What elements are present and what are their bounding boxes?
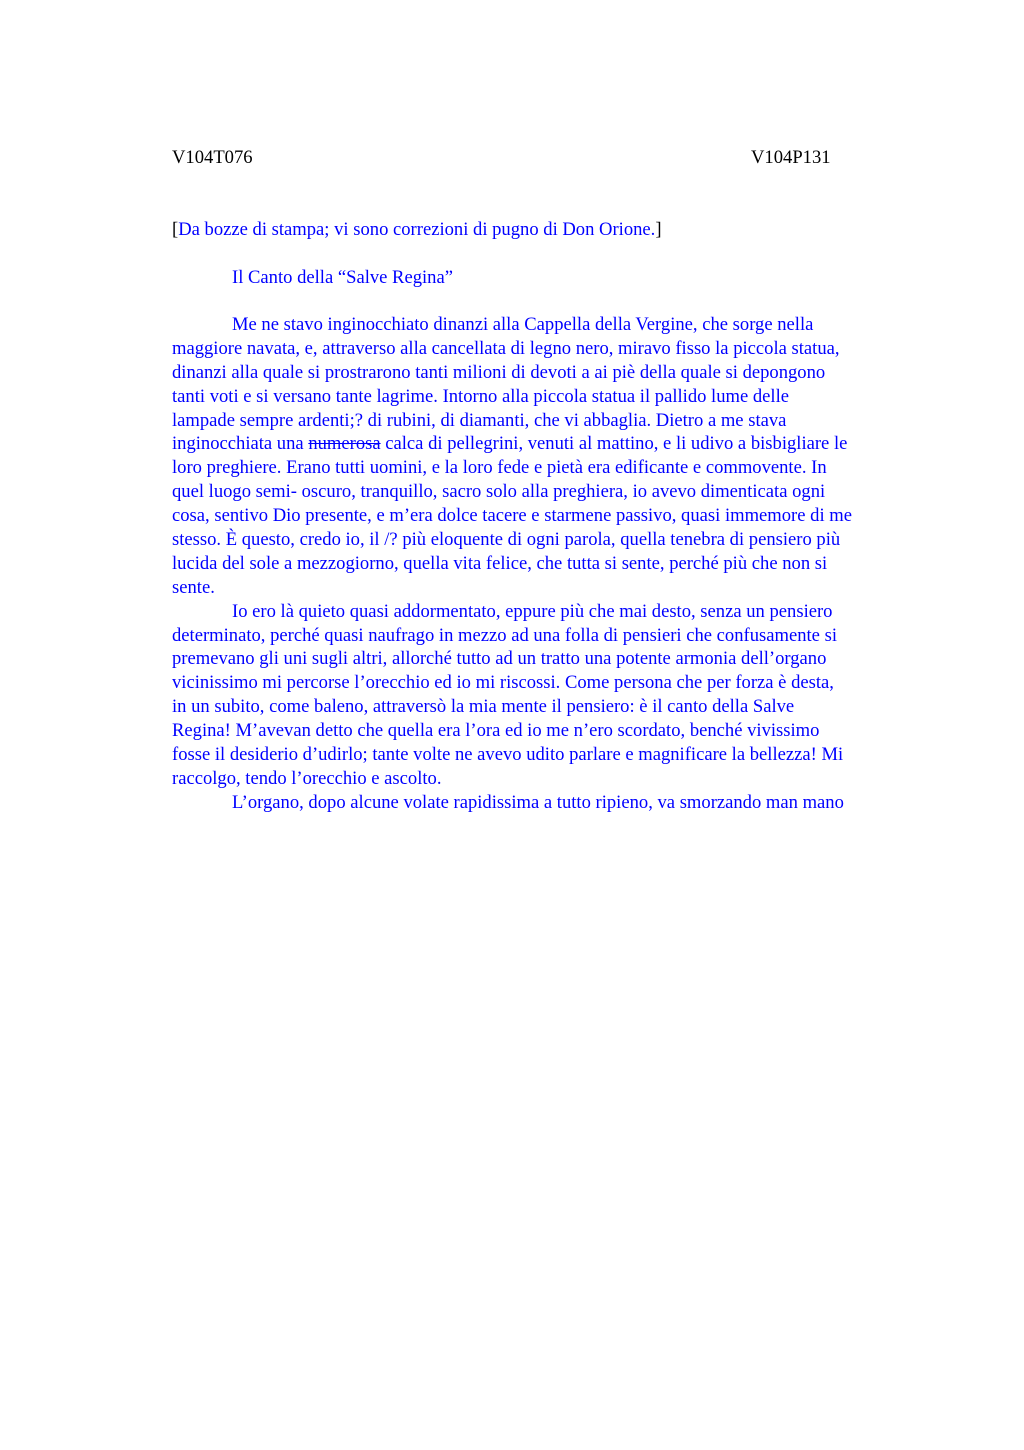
body-line: cosa, sentivo Dio presente, e m’era dolce tacere e starmene passivo, quasi immemore di me [172,505,852,527]
body-line: L’organo, dopo alcune volate rapidissima a tutto ripieno, va smorzando man mano [232,791,844,813]
document-code-left: V104T076 [172,147,253,168]
line-segment: inginocchiata una [172,433,309,455]
editorial-note [172,218,662,242]
body-line: stesso. È questo, credo io, il /? più eloquente di ogni parola, quella tenebra di pensiero più [172,529,841,551]
body-line: Io ero là quieto quasi addormentato, eppure più che mai desto, senza un pensiero [232,600,833,622]
body-line: fosse il desiderio d’udirlo; tante volte ne avevo udito parlare e magnificare la bellezza! Mi [172,744,844,766]
body-line: Me ne stavo inginocchiato dinanzi alla Cappella della Vergine, che sorge nella [232,314,814,335]
body-line: Regina! M’avevan detto che quella era l’ora ed io me n’ero scordato, benché vivissimo [172,720,820,742]
note-text: Da bozze di stampa; vi sono correzioni di pugno di Don Orione. [178,219,656,240]
note-close-bracket: ] [655,219,662,240]
body-line: quel luogo semi- oscuro, tranquillo, sacro solo alla preghiera, io avevo dimenticata ogni [172,481,826,503]
line-segment: calca di pellegrini, venuti al mattino, e li udivo a bisbigliare le [380,433,848,455]
body-line: raccolgo, tendo l’orecchio e ascolto. [172,767,442,789]
struck-word: numerosa [308,433,381,455]
body-line: determinato, perché quasi naufrago in mezzo ad una folla di pensieri che confusamente si [172,624,837,646]
body-line: premevano gli uni sugli altri, allorché tutto ad un tratto una potente armonia dell’organo [172,648,827,670]
body-line: lucida del sole a mezzogiorno, quella vita felice, che tutta si sente, perché più che non si [172,552,828,574]
body-line: maggiore navata, e, attraverso alla cancellata di legno nero, miravo fisso la piccola statua, [172,337,840,359]
body-line: tanti voti e si versano tante lagrime. Intorno alla piccola statua il pallido lume delle [172,385,790,407]
body-line: dinanzi alla quale si prostrarono tanti milioni di devoti a ai piè della quale si depongono [172,361,826,383]
body-line-with-deletion [172,432,942,456]
chapter-title: Il Canto della “Salve Regina” [232,267,453,288]
body-text [172,313,942,815]
body-line: in un subito, come baleno, attraversò la mia mente il pensiero: è il canto della Salve [172,696,795,718]
body-line: vicinissimo mi percorse l’orecchio ed io mi riscossi. Come persona che per forza è desta, [172,672,834,694]
body-line: loro preghiere. Erano tutti uomini, e la loro fede e pietà era edificante e commovente. In [172,457,827,479]
note-open-bracket: [ [172,219,179,240]
body-line: lampade sempre ardenti;? di rubini, di diamanti, che vi abbaglia. Dietro a me stava [172,409,787,431]
page-code-right: V104P131 [751,147,831,168]
body-line: sente. [172,576,215,598]
